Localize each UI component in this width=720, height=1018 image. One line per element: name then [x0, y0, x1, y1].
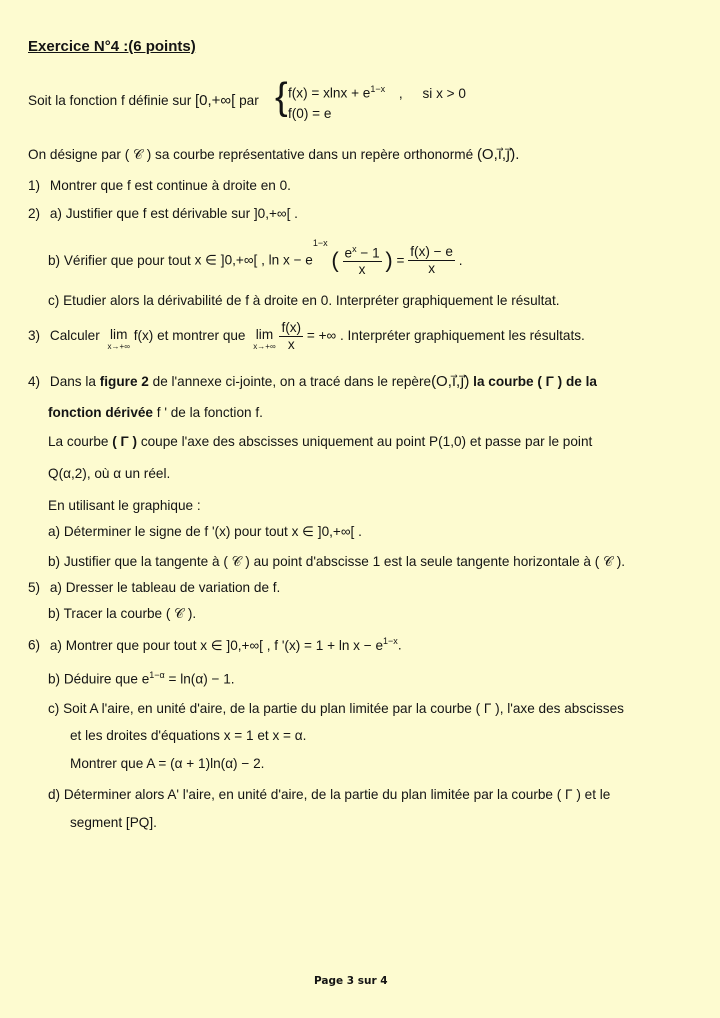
def-line1-exp: 1−x — [370, 84, 386, 94]
q4-figure-ref: figure 2 — [99, 374, 149, 389]
question-6c-line-1: c) Soit A l'aire, en unité d'aire, de la partie du plan limitée par la courbe ( Γ ), l'axe des abscisses — [48, 701, 624, 716]
intro-text — [28, 92, 259, 109]
q4-text-2: de l'annexe ci-jointe, on a tracé dans le repère — [152, 374, 432, 389]
q4-text-3: la courbe ( Γ ) de la — [473, 374, 597, 389]
q3-number: 3) — [28, 328, 41, 343]
q6-a-text: a) Montrer que pour tout x ∈ ]0,+∞[ , f '(x) = 1 + ln x − e — [49, 637, 384, 653]
question-4b: b) Justifier que la tangente à ( 𝒞 ) au point d'abscisse 1 est la seule tangente horizontale à ( 𝒞 ). — [48, 554, 626, 569]
q6-number: 6) — [28, 637, 41, 653]
question-2c: c) Etudier alors la dérivabilité de f à droite en 0. Interpréter graphiquement le résultat. — [48, 293, 560, 308]
exercise-title: Exercice N°4 :(6 points) — [28, 38, 196, 55]
q4-frame: (O,i⃗,j⃗) — [431, 373, 470, 390]
intro-interval: [0,+∞[ — [195, 92, 236, 109]
question-4-point-q: Q(α,2), où α un réel. — [48, 466, 171, 481]
q3-text-3: = +∞ . Interpréter graphiquement les résultats. — [306, 328, 585, 343]
q2-b-fraction-1: $\frac{e^x - 1}{x}$ — [344, 243, 380, 277]
q1-number: 1) — [28, 178, 41, 193]
question-4-line-2 — [48, 405, 263, 420]
question-4-line-1 — [28, 372, 597, 390]
question-2a — [28, 206, 298, 221]
question-6c-line-2: et les droites d'équations x = 1 et x = α. — [70, 728, 307, 743]
question-4-using: En utilisant le graphique : — [48, 498, 201, 513]
q5-a-text: a) Dresser le tableau de variation de f. — [49, 580, 281, 595]
q3-limit-2: lim x→+∞ — [253, 327, 276, 351]
q4-number: 4) — [28, 374, 41, 389]
q1-text: Montrer que f est continue à droite en 0. — [49, 178, 291, 193]
question-4a: a) Déterminer le signe de f '(x) pour tout x ∈ ]0,+∞[ . — [48, 524, 362, 539]
q6-a-exp: 1−x — [383, 636, 398, 646]
q5-number: 5) — [28, 580, 41, 595]
def-line1-expr: f(x) = xlnx + e — [288, 85, 371, 101]
intro-text-a: Soit la fonction f définie sur — [28, 93, 192, 108]
question-4-curve: La courbe ( Γ ) coupe l'axe des abscisses uniquement au point P(1,0) et passe par le point — [48, 434, 593, 449]
question-6c-line-3: Montrer que A = (α + 1)ln(α) − 2. — [70, 756, 265, 771]
q3-text-2: f(x) et montrer que — [133, 328, 246, 343]
question-5a — [28, 580, 280, 595]
brace: { — [275, 76, 288, 118]
question-6b: b) Déduire que $e^{1-\alpha} = \ln(\alpha) - 1$. — [48, 670, 235, 687]
q2-b-fraction-2: $\frac{f(x) - e}{x}$ — [410, 244, 453, 276]
question-5b: b) Tracer la courbe ( 𝒞 ). — [48, 606, 197, 621]
q2-a-text: a) Justifier que f est dérivable sur ]0,+∞[ . — [49, 206, 298, 221]
question-6a: 6) a) Montrer que pour tout x ∈ ]0,+∞[ , f '$(x) = 1 + \ln x - e^{1-x}$. — [28, 636, 402, 653]
q4-derivative-label: fonction dérivée — [48, 405, 153, 420]
q2-number: 2) — [28, 206, 41, 221]
q4-text-1: Dans la — [49, 374, 96, 389]
question-3 — [28, 320, 585, 352]
question-2b: b) Vérifier que pour tout x ∈ ]0,+∞[ , $\ln x - e^{1-x}$ ( $\frac{e^x - 1}{x}$ ) = $\frac{f(x) - e}{x}$ . — [48, 238, 463, 277]
question-6d-line-2: segment [PQ]. — [70, 815, 157, 830]
q2-b-exp: 1−x — [312, 238, 328, 248]
q2-b-text: b) Vérifier que pour tout — [48, 252, 191, 268]
question-1 — [28, 178, 291, 193]
designation-frame: (O,i⃗,j⃗). — [476, 146, 520, 163]
intro-text-b: par — [239, 93, 259, 108]
definition-line-2: f(0) = e — [288, 106, 332, 121]
q3-limit-1: lim x→+∞ — [107, 327, 130, 351]
q3-fraction: $\frac{f(x)}{x}$ — [281, 320, 302, 352]
designation — [28, 145, 519, 163]
question-6d-line-1: d) Déterminer alors A' l'aire, en unité d'aire, de la partie du plan limitée par la courbe ( Γ ) et le — [48, 787, 611, 802]
q2-b-cond: x ∈ ]0,+∞[ , ln x − e — [194, 252, 313, 268]
designation-text: On désigne par ( 𝒞 ) sa courbe représentative dans un repère orthonormé — [28, 147, 474, 162]
page-number: Page 3 sur 4 — [314, 975, 388, 987]
definition-line-1: $f(x) = xlnx + e^{1-x}$ , si x > 0 — [288, 84, 466, 101]
def-line1-cond: si x > 0 — [422, 85, 466, 101]
q4-text-5: f ' de la fonction f. — [156, 405, 263, 420]
q3-text-1: Calculer — [49, 328, 100, 343]
